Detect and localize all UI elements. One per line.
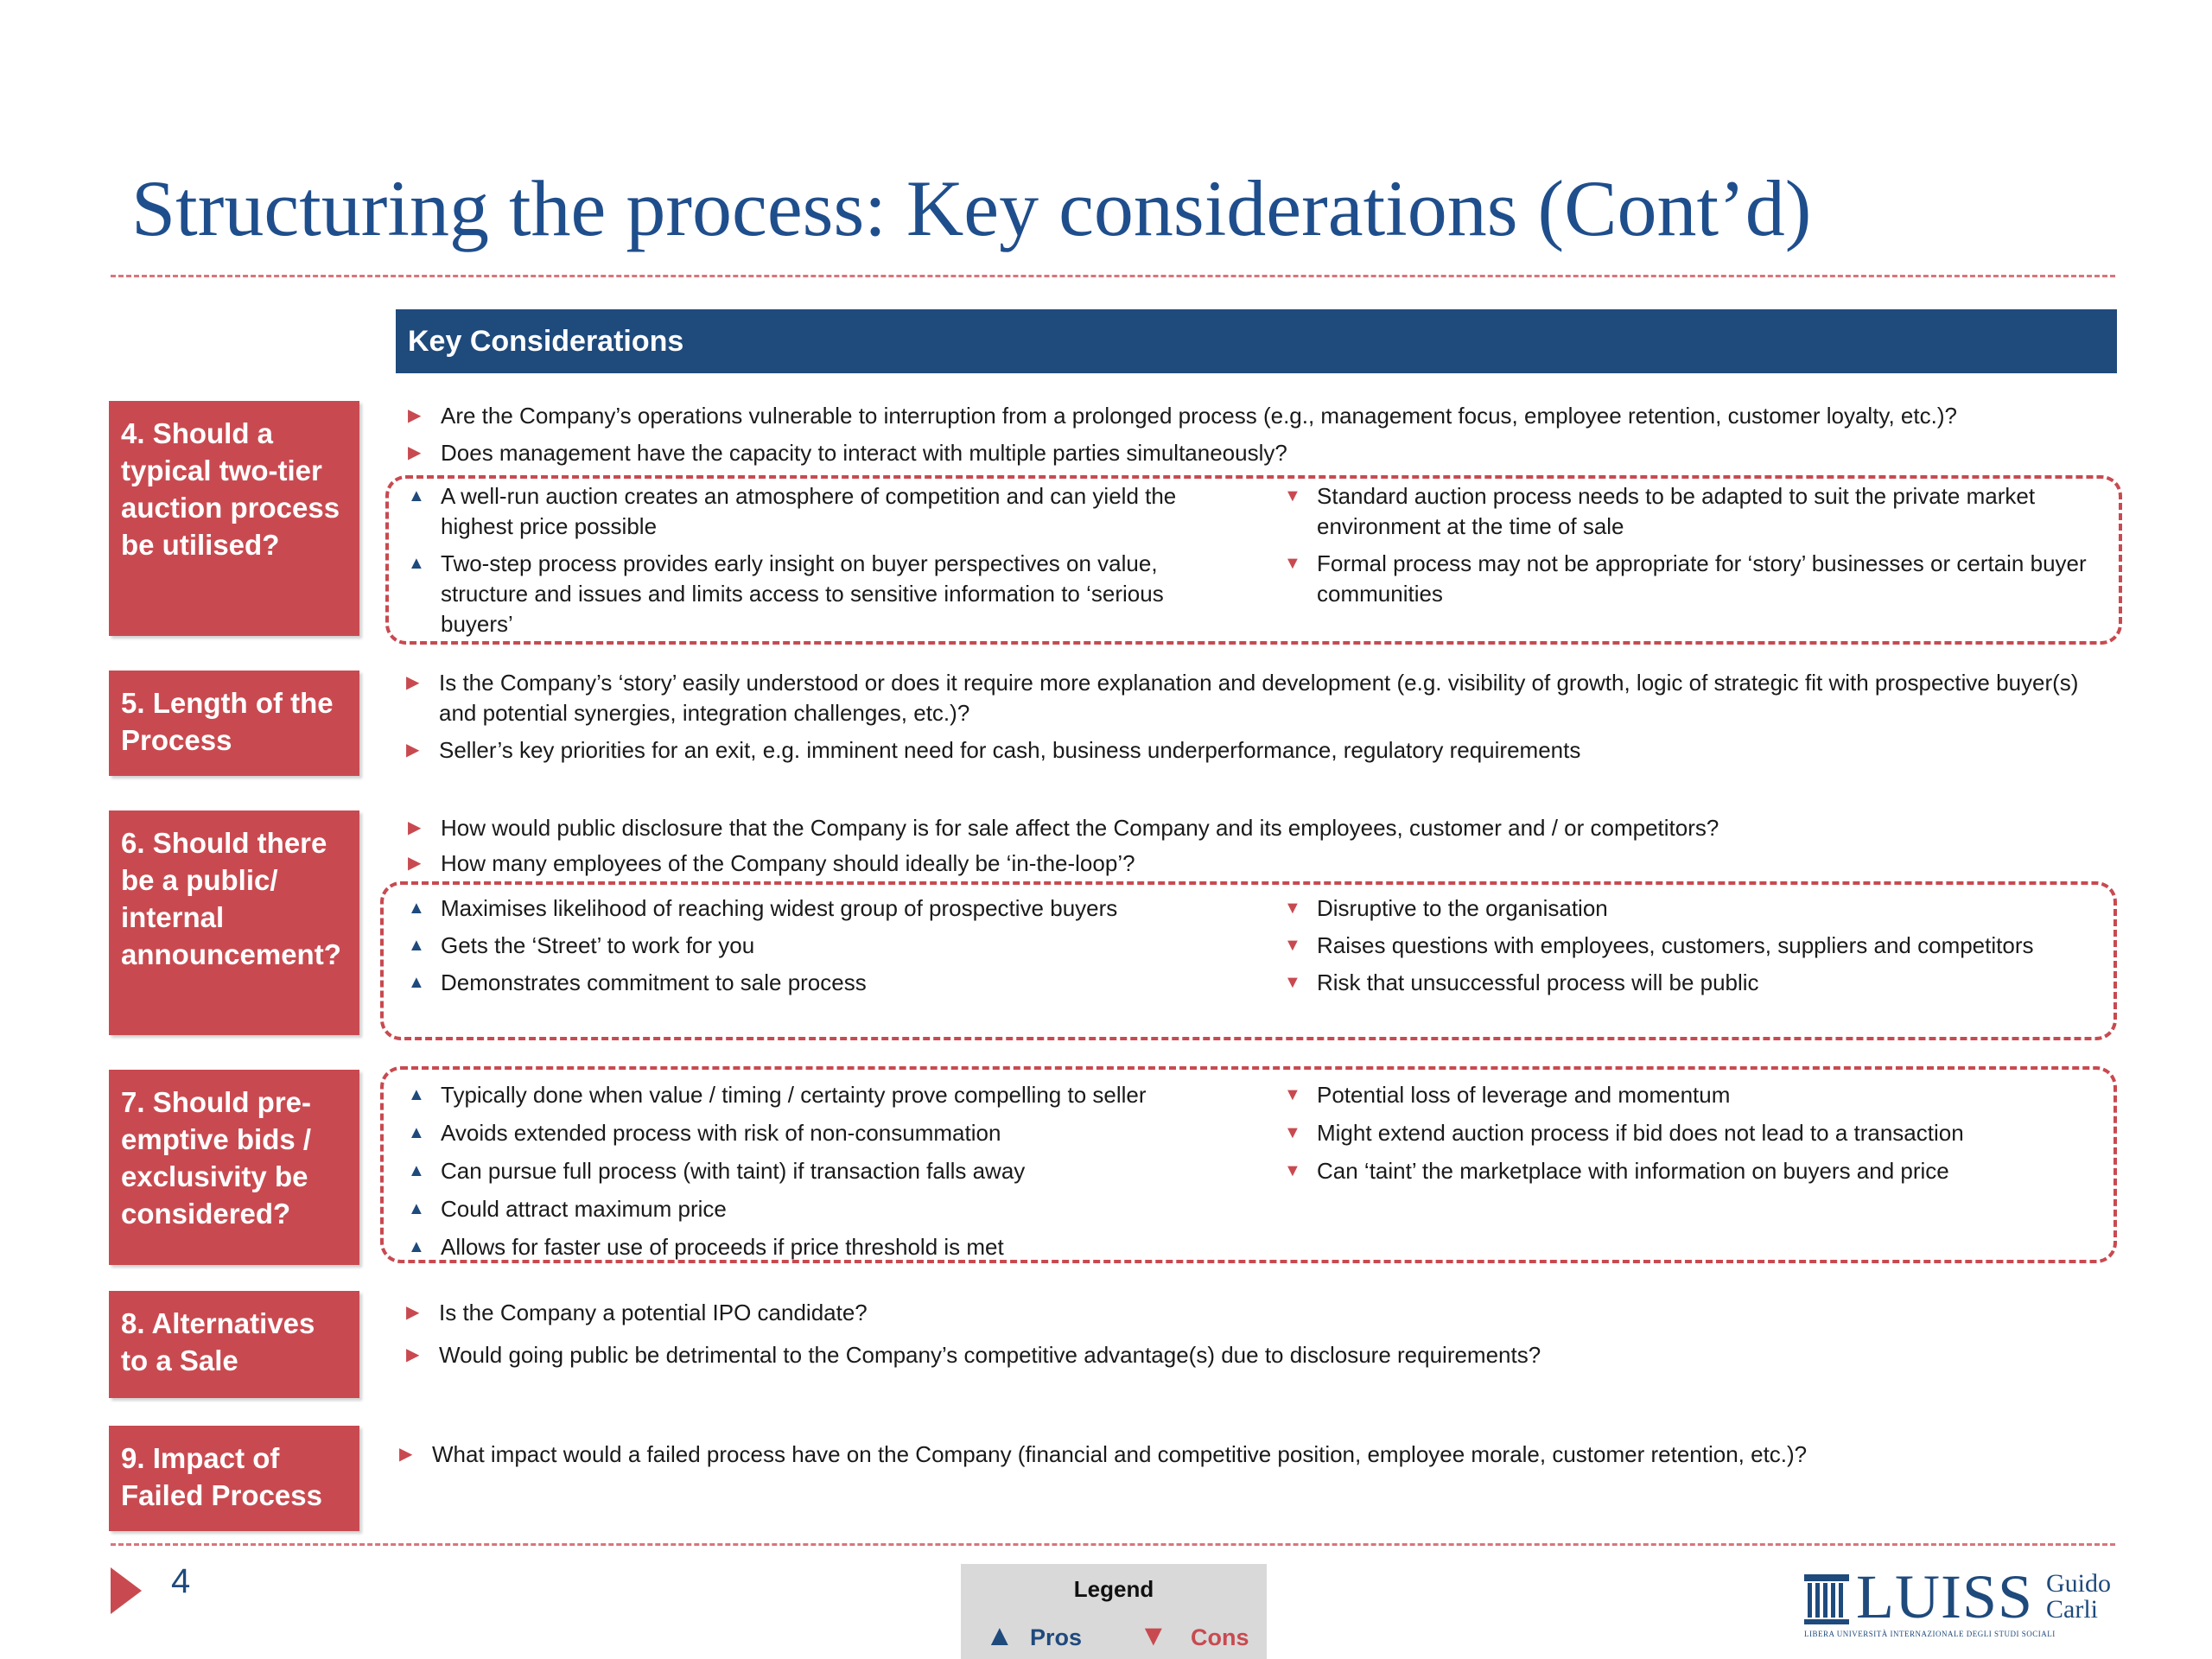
question-item: ▶ Would going public be detrimental to the Company’s competitive advantage(s) due to disclosure requirements? xyxy=(401,1340,2120,1370)
page-number: 4 xyxy=(171,1562,191,1600)
legend-title: Legend xyxy=(1073,1576,1154,1602)
question-item: ▶ Are the Company’s operations vulnerable to interruption from a prolonged process (e.g., management focus, employee retention, customer loyalty, etc.)? xyxy=(403,401,2122,431)
section-7-pros xyxy=(403,1080,1198,1262)
legend-box xyxy=(961,1564,1267,1659)
logo-tagline: LIBERA UNIVERSITÀ INTERNAZIONALE DEGLI STUDI SOCIALI xyxy=(1804,1630,2056,1638)
pro-item: ▲ A well-run auction creates an atmosphere of competition and can yield the highest price possible xyxy=(403,481,1198,542)
play-arrow-icon xyxy=(111,1567,142,1614)
top-divider xyxy=(111,275,2115,277)
section-label-8: 8. Alternatives to a Sale xyxy=(109,1291,359,1398)
question-item: ▶ What impact would a failed process have on the Company (financial and competitive position, employee morale, customer retention, etc.)? xyxy=(394,1440,2113,1470)
pro-item: ▲ Avoids extended process with risk of non-consummation xyxy=(403,1118,1198,1148)
pro-item: ▲ Allows for faster use of proceeds if price threshold is met xyxy=(403,1232,1198,1262)
question-item: ▶ How would public disclosure that the Company is for sale affect the Company and its employees, customer and / or competitors? xyxy=(403,813,2122,843)
section-9-questions xyxy=(394,1440,2113,1470)
logo-guido: Guido xyxy=(2046,1569,2111,1598)
section-8-questions xyxy=(401,1298,2120,1370)
key-considerations-header: Key Considerations xyxy=(396,309,2117,373)
section-label-6: 6. Should there be a public/ internal announcement? xyxy=(109,810,359,1035)
bottom-divider xyxy=(111,1543,2115,1546)
luiss-logo xyxy=(1802,1562,2119,1640)
down-triangle-icon: ▼ xyxy=(1139,1619,1168,1652)
section-6-cons xyxy=(1279,893,2108,998)
section-4-cons xyxy=(1279,481,2108,609)
con-item: ▼ Can ‘taint’ the marketplace with information on buyers and price xyxy=(1279,1156,2108,1186)
pro-item: ▲ Can pursue full process (with taint) if transaction falls away xyxy=(403,1156,1198,1186)
pro-item: ▲ Gets the ‘Street’ to work for you xyxy=(403,931,1198,961)
question-item: ▶ Is the Company a potential IPO candidate? xyxy=(401,1298,2120,1328)
pro-item: ▲ Maximises likelihood of reaching widest group of prospective buyers xyxy=(403,893,1198,924)
section-5-questions xyxy=(401,668,2120,766)
logo-carli: Carli xyxy=(2046,1595,2098,1624)
question-item: ▶ How many employees of the Company should ideally be ‘in-the-loop’? xyxy=(403,849,2122,879)
question-item: ▶ Seller’s key priorities for an exit, e.g. imminent need for cash, business underperformance, regulatory requirements xyxy=(401,735,2120,766)
con-item: ▼ Risk that unsuccessful process will be public xyxy=(1279,968,2108,998)
pro-item: ▲ Two-step process provides early insight on buyer perspectives on value, structure and issues and limits access to sensitive information to ‘serious buyers’ xyxy=(403,549,1198,639)
logo-wordmark: LUISS xyxy=(1856,1562,2034,1631)
con-item: ▼ Disruptive to the organisation xyxy=(1279,893,2108,924)
up-triangle-icon: ▲ xyxy=(985,1619,1014,1652)
con-item: ▼ Raises questions with employees, customers, suppliers and competitors xyxy=(1279,931,2108,961)
section-label-9: 9. Impact of Failed Process xyxy=(109,1426,359,1531)
con-item: ▼ Potential loss of leverage and momentum xyxy=(1279,1080,2108,1110)
legend-cons-label: Cons xyxy=(1191,1624,1249,1650)
question-item: ▶ Does management have the capacity to interact with multiple parties simultaneously? xyxy=(403,438,2122,468)
pro-item: ▲ Could attract maximum price xyxy=(403,1194,1198,1224)
con-item: ▼ Standard auction process needs to be adapted to suit the private market environment at the time of sale xyxy=(1279,481,2108,542)
section-6-pros xyxy=(403,893,1198,998)
section-6-questions xyxy=(403,813,2122,879)
section-4-questions xyxy=(403,401,2122,468)
section-4-pros xyxy=(403,481,1198,639)
section-label-4: 4. Should a typical two-tier auction process be utilised? xyxy=(109,401,359,636)
con-item: ▼ Formal process may not be appropriate for ‘story’ businesses or certain buyer communities xyxy=(1279,549,2108,609)
page-title: Structuring the process: Key considerations (Cont’d) xyxy=(131,164,1812,252)
section-7-cons xyxy=(1279,1080,2108,1186)
column-emblem-icon xyxy=(1802,1573,1851,1626)
pro-item: ▲ Typically done when value / timing / certainty prove compelling to seller xyxy=(403,1080,1198,1110)
pro-item: ▲ Demonstrates commitment to sale process xyxy=(403,968,1198,998)
question-item: ▶ Is the Company’s ‘story’ easily understood or does it require more explanation and development (e.g. visibility of growth, logic of strategic fit with prospective buyer(s) and potential synergies, integration challenges, etc.)? xyxy=(401,668,2120,728)
con-item: ▼ Might extend auction process if bid does not lead to a transaction xyxy=(1279,1118,2108,1148)
section-label-5: 5. Length of the Process xyxy=(109,671,359,776)
legend-pros-label: Pros xyxy=(1030,1624,1083,1650)
section-label-7: 7. Should pre-emptive bids / exclusivity be considered? xyxy=(109,1070,359,1265)
